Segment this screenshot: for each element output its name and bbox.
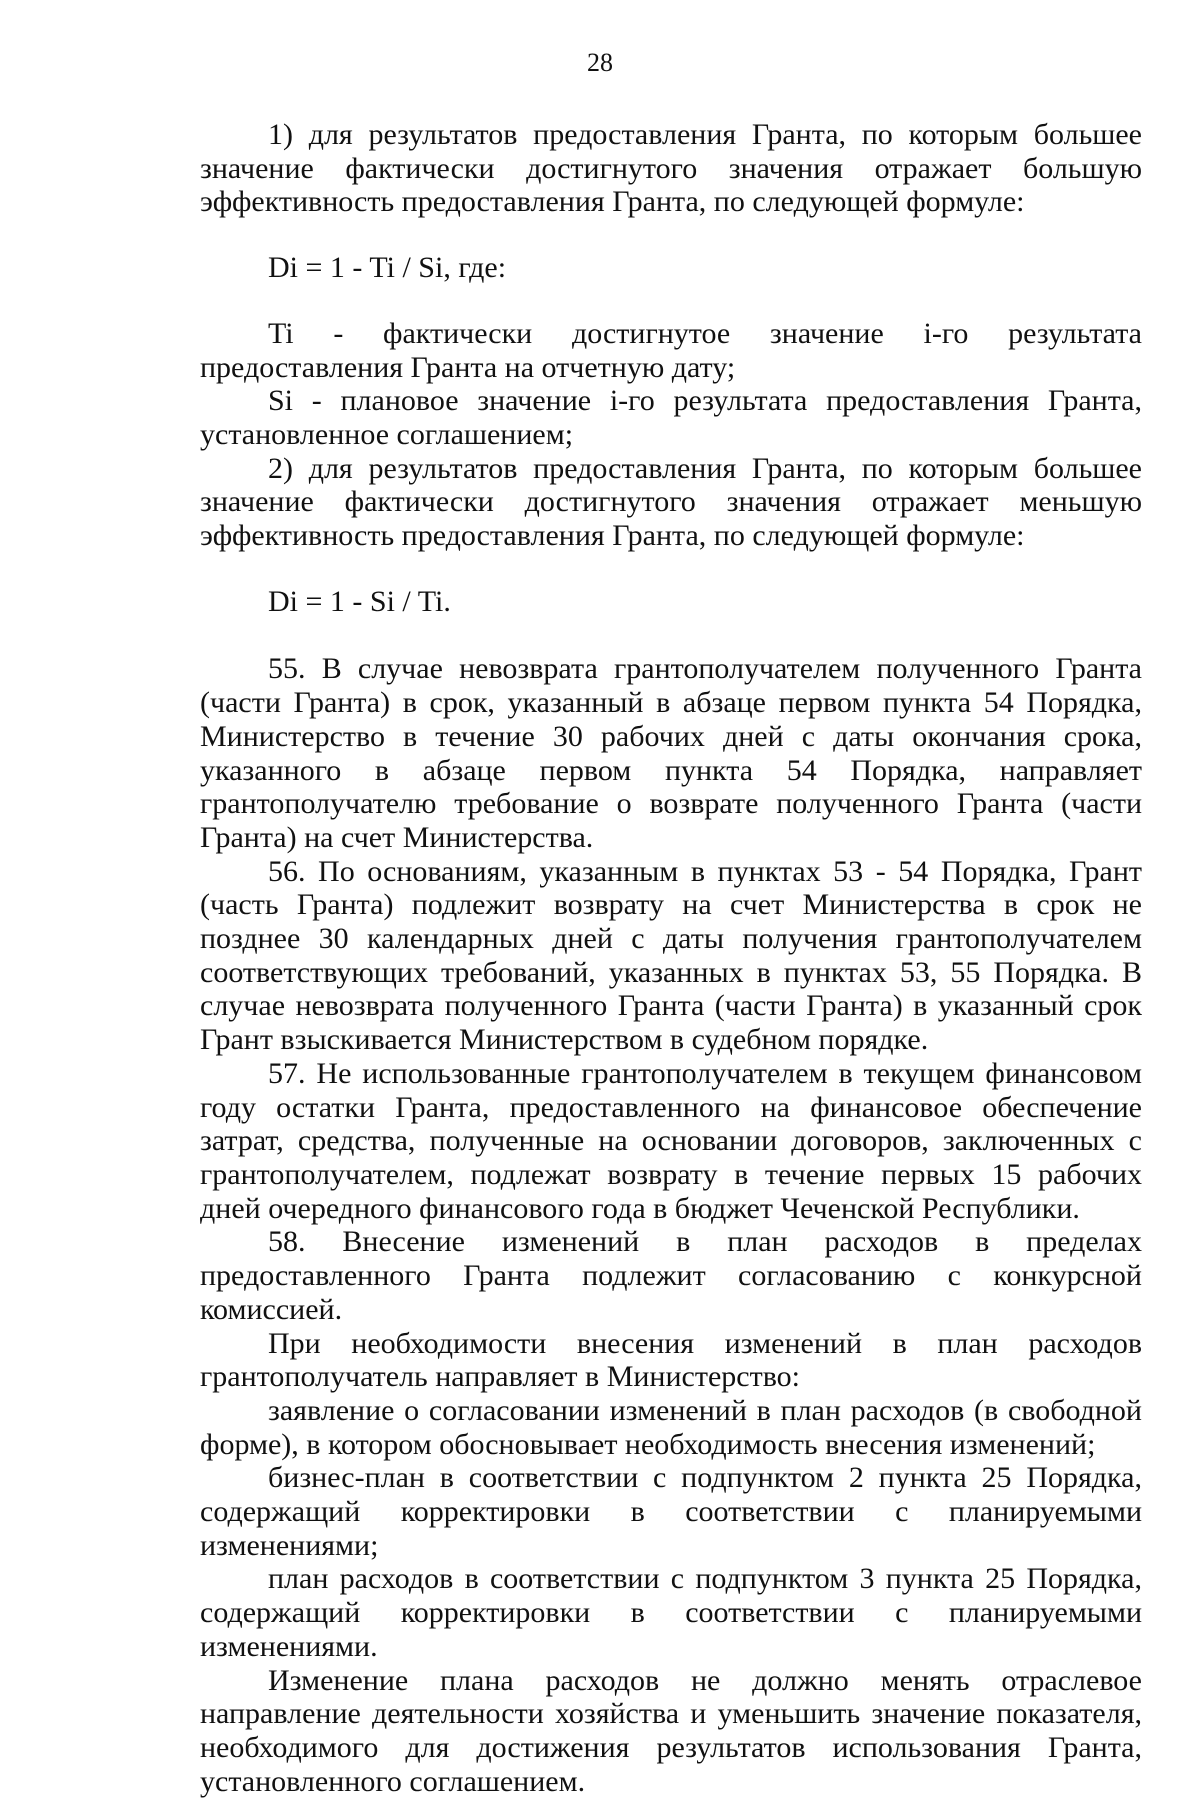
formula-2: Di = 1 - Si / Ti. xyxy=(268,584,451,618)
paragraph-58: 58. Внесение изменений в план расходов в пределах предоставленного Гранта подлежит согласованию с конкурсной комиссией. xyxy=(200,1225,1142,1326)
definition-si: Si - плановое значение i-го результата предоставления Гранта, установленное соглашением; xyxy=(200,384,1142,451)
paragraph-56: 56. По основаниям, указанным в пунктах 53 - 54 Порядка, Грант (часть Гранта) подлежит возврату на счет Министерства в срок не позднее 30 календарных дней с даты получения грантополучателем соответствующих требований, указанных в пунктах 53, 55 Порядка. В случае невозврата полученного Гранта (части Гранта) в указанный срок Грант взыскивается Министерством в судебном порядке. xyxy=(200,854,1142,1057)
paragraph-restriction: Изменение плана расходов не должно менять отраслевое направление деятельности хозяйства и уменьшить значение показателя, необходимого для достижения результатов использования Гранта, установленного соглашением. xyxy=(200,1663,1142,1798)
document-body xyxy=(200,118,1142,1798)
paragraph-case-1: 1) для результатов предоставления Гранта, по которым большее значение фактически достигнутого значения отражает большую эффективность предоставления Гранта, по следующей формуле: xyxy=(200,118,1142,219)
list-item-statement: заявление о согласовании изменений в план расходов (в свободной форме), в котором обосновывает необходимость внесения изменений; xyxy=(200,1393,1142,1461)
paragraph-case-2: 2) для результатов предоставления Гранта, по которым большее значение фактически достигнутого значения отражает меньшую эффективность предоставления Гранта, по следующей формуле: xyxy=(200,451,1142,553)
page-number: 28 xyxy=(587,48,613,77)
paragraph-58-intro: При необходимости внесения изменений в план расходов грантополучатель направляет в Министерство: xyxy=(200,1326,1142,1394)
list-item-expense-plan: план расходов в соответствии с подпунктом 3 пункта 25 Порядка, содержащий корректировки в соответствии с планируемыми изменениями. xyxy=(200,1562,1142,1663)
formula-1: Di = 1 - Ti / Si, где: xyxy=(268,251,507,285)
paragraph-55: 55. В случае невозврата грантополучателем полученного Гранта (части Гранта) в срок, указанный в абзаце первом пункта 54 Порядка, Министерство в течение 30 рабочих дней с даты окончания срока, указанного в абзаце первом пункта 54 Порядка, направляет грантополучателю требование о возврате полученного Гранта (части Гранта) на счет Министерства. xyxy=(200,652,1142,854)
paragraph-57: 57. Не использованные грантополучателем в текущем финансовом году остатки Гранта, предоставленного на финансовое обеспечение затрат, средства, полученные на основании договоров, заключенных с грантополучателем, подлежат возврату в течение первых 15 рабочих дней очередного финансового года в бюджет Чеченской Республики. xyxy=(200,1056,1142,1225)
definition-ti: Ti - фактически достигнутое значение i-го результата предоставления Гранта на отчетную дату; xyxy=(200,316,1142,384)
list-item-business-plan: бизнес-план в соответствии с подпунктом 2 пункта 25 Порядка, содержащий корректировки в соответствии с планируемыми изменениями; xyxy=(200,1461,1142,1562)
